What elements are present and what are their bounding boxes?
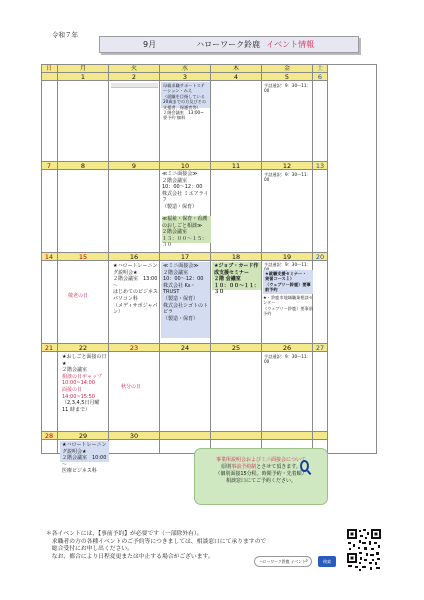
- holiday-label-2: 秋分の日: [121, 384, 142, 390]
- day-number: 30: [109, 432, 160, 440]
- day-number: 17: [160, 253, 211, 261]
- day-number: 18: [211, 253, 262, 261]
- day-number: 4: [211, 73, 262, 81]
- day-number: 20: [313, 253, 328, 261]
- day-number: 11: [211, 162, 262, 170]
- event-line: 手話通訳：9：30～11：00: [264, 172, 311, 183]
- day-number: 9: [109, 162, 160, 170]
- weekday-0: 日: [41, 64, 58, 73]
- day-number: 22: [58, 344, 109, 352]
- day-cell: [211, 352, 262, 432]
- event-line: ２階会議室: [62, 367, 88, 374]
- day-cell: [313, 81, 328, 162]
- day-cell: [109, 440, 160, 454]
- day-cell: [41, 261, 58, 344]
- footer-line2: 求職者の方の各種イベントのご予約等につきましては、相談窓口にて承りますので: [46, 538, 267, 545]
- day-number: [211, 432, 262, 440]
- day-number: [313, 432, 328, 440]
- event-line: （製造・保育）: [163, 295, 199, 302]
- era-label: 令和７年: [52, 31, 78, 39]
- day-cell: [58, 261, 109, 344]
- event-line: ★ジョブ・カード作成支援セミナー: [214, 263, 259, 276]
- event-support-station: [161, 82, 210, 121]
- search-lens-icon: [300, 460, 309, 472]
- notice-line4: 相談窓口にてご予約ください。: [225, 478, 296, 484]
- event-line: 10:00~14:00: [62, 380, 96, 387]
- event-line: 株式会社シゴトのトビラ: [163, 302, 209, 316]
- day-cell: [41, 352, 58, 432]
- day-cell: [160, 352, 211, 432]
- event-line: ２階会議室: [162, 229, 188, 236]
- event-line: ★ハロートレーニング説明会★: [113, 263, 158, 276]
- event-line: ★おしごと面接の日★: [62, 354, 107, 367]
- event-line: 手話通訳：9：30～11：00: [264, 83, 311, 94]
- day-cell: [109, 352, 160, 432]
- day-number: 10: [160, 162, 211, 170]
- page-title: [99, 36, 359, 53]
- event-line: ≪福祉・保育・看護のおしごと相談≫: [162, 216, 208, 229]
- day-cell: [58, 170, 109, 253]
- event-line: はじめてのビジネスパソコン科: [113, 289, 158, 302]
- sign-language-2: [264, 172, 312, 183]
- event-line: （製造・保育）: [163, 315, 199, 322]
- notice-line1: 事業所説明会およびミニ面接会について: [216, 457, 306, 463]
- event-line: 医療ビジネス科: [62, 468, 97, 475]
- sign-language-4: [264, 354, 312, 365]
- holiday-label-1: 敬老の日: [68, 293, 89, 299]
- notice-box: [194, 448, 328, 505]
- day-number: 13: [313, 162, 328, 170]
- event-line: １０：００～１１：３０: [214, 282, 260, 296]
- event-line: 手話通訳：9：30～11：: [264, 262, 311, 267]
- event-line: （2,3,4,5日月曜 11 時まで）: [62, 400, 100, 413]
- event-mini-interview-2: [161, 262, 210, 338]
- event-jobcard: [212, 262, 261, 296]
- day-number: 25: [211, 344, 262, 352]
- event-interview-day: [60, 353, 109, 413]
- day-number: 6: [313, 73, 328, 81]
- notice-reservation: 事前予約制: [231, 464, 257, 470]
- weekday-6: 土: [313, 64, 328, 73]
- search-input[interactable]: [254, 556, 312, 567]
- event-line: 10：00～12：00: [162, 184, 203, 191]
- day-number: 2: [109, 73, 160, 81]
- day-number: 27: [313, 344, 328, 352]
- event-mini-interview-1: [162, 171, 211, 215]
- notice-principle: 原則: [221, 464, 232, 470]
- title-office: ハローワーク鈴鹿: [196, 40, 261, 49]
- day-cell: [41, 440, 58, 454]
- day-cell: [313, 261, 328, 344]
- event-training-2: [60, 441, 109, 475]
- event-welfare-consult: [162, 216, 211, 249]
- event-line: （ウェブリー鈴鹿）要事前予約: [263, 305, 313, 317]
- footer-line1: ＊各イベントには、【事前予約】が必要です（一部除外有）。: [46, 531, 203, 537]
- weekday-2: 火: [109, 64, 160, 73]
- event-line: ★就職支援セミナー・: [265, 271, 307, 276]
- day-number: 14: [41, 253, 58, 261]
- event-line: ≪ミニ面接会≫: [163, 263, 199, 269]
- event-line: 実習コース１）: [265, 276, 295, 282]
- day-number: 26: [262, 344, 313, 352]
- title-events: イベント情報: [266, 40, 315, 49]
- weekday-4: 木: [211, 64, 262, 73]
- event-line: （就職を目指している20歳までの方及びその支援者、保護者等）: [163, 93, 207, 110]
- event-seminar: [263, 270, 313, 294]
- footer-line4: なお、都合により日程変更または中止する場合がございます。: [46, 553, 214, 560]
- event-suzuka-center: [263, 295, 313, 317]
- event-line: ２階会議室 10:00～: [62, 455, 107, 468]
- day-number: 16: [109, 253, 160, 261]
- event-line: ２階会議室: [162, 177, 188, 184]
- event-line: 株式会社 ミエアライフ: [162, 190, 209, 204]
- day-number: 21: [41, 344, 58, 352]
- search-icon: ⌕: [305, 558, 308, 564]
- event-line: ２階 会議室: [214, 276, 241, 283]
- event-line: ★ハロートレーニング説明会★: [62, 442, 107, 455]
- search-button[interactable]: 検索: [318, 556, 336, 567]
- event-line: ２階会議室: [163, 269, 189, 276]
- day-number: [41, 73, 58, 81]
- event-line: 14:00~15:50: [62, 393, 96, 400]
- tuesday-bar: [111, 83, 158, 88]
- event-line: ★・鈴鹿市地域職業相談センター: [263, 295, 313, 306]
- event-line: 面接の日: [62, 386, 83, 393]
- event-line: 10：00～12：00: [163, 276, 204, 283]
- day-number: 24: [160, 344, 211, 352]
- day-cell: [109, 81, 160, 162]
- day-cell: [58, 81, 109, 162]
- day-number: 7: [41, 162, 58, 170]
- sign-language-3: [264, 262, 312, 269]
- event-line: （メディサポジャパン）: [113, 302, 158, 316]
- notice-line3: （個別面接15分程。時間予約・先着順）: [215, 471, 307, 477]
- day-number: 15: [58, 253, 109, 261]
- day-cell: [211, 81, 262, 162]
- day-cell: [109, 170, 160, 253]
- notice-tail: とさせて頂きます。: [256, 464, 301, 470]
- footer-line3: 総合受付にお申し出ください。: [46, 546, 133, 553]
- day-number: [262, 432, 313, 440]
- day-number: 12: [262, 162, 313, 170]
- day-cell: [313, 170, 328, 253]
- day-number: 1: [58, 73, 109, 81]
- event-line: ２階会議室 13:00~ 要予約 無料: [163, 110, 208, 121]
- weekday-3: 水: [160, 64, 211, 73]
- event-line: 相談の日ギャップ: [62, 373, 103, 380]
- day-number: 5: [262, 73, 313, 81]
- event-line: （製造・保育）: [162, 203, 198, 210]
- day-number: 28: [41, 432, 58, 440]
- day-cell: [211, 170, 262, 253]
- day-number: 23: [109, 344, 160, 352]
- event-line: １３：００～１５：３０: [162, 235, 208, 249]
- sign-language-1: [264, 83, 312, 94]
- day-cell: [41, 170, 58, 253]
- event-line: （ウェブリー鈴鹿）要事前予約: [265, 281, 311, 293]
- footer-notes: [46, 531, 266, 561]
- weekday-5: 金: [262, 64, 313, 73]
- event-line: ≪ミニ面接会≫: [162, 171, 198, 177]
- event-line: 母親求職サポートステーション・みえ: [163, 83, 205, 94]
- day-cell: [41, 81, 58, 162]
- event-training-1: [111, 262, 160, 316]
- event-line: ２階会議室 13:00～: [113, 276, 158, 289]
- day-number: 29: [58, 432, 109, 440]
- event-line: 手話通訳：9：30～11：00: [264, 354, 311, 365]
- search-placeholder: ハローワーク鈴鹿 イベント: [259, 559, 306, 564]
- day-number: [160, 432, 211, 440]
- event-line: 株式会社 Ks・TRUST: [163, 282, 196, 296]
- day-number: 19: [262, 253, 313, 261]
- day-number: 8: [58, 162, 109, 170]
- day-number: 3: [160, 73, 211, 81]
- day-cell: [313, 352, 328, 432]
- weekday-1: 月: [58, 64, 109, 73]
- title-month: 9月: [143, 40, 157, 49]
- qr-code: [346, 528, 382, 572]
